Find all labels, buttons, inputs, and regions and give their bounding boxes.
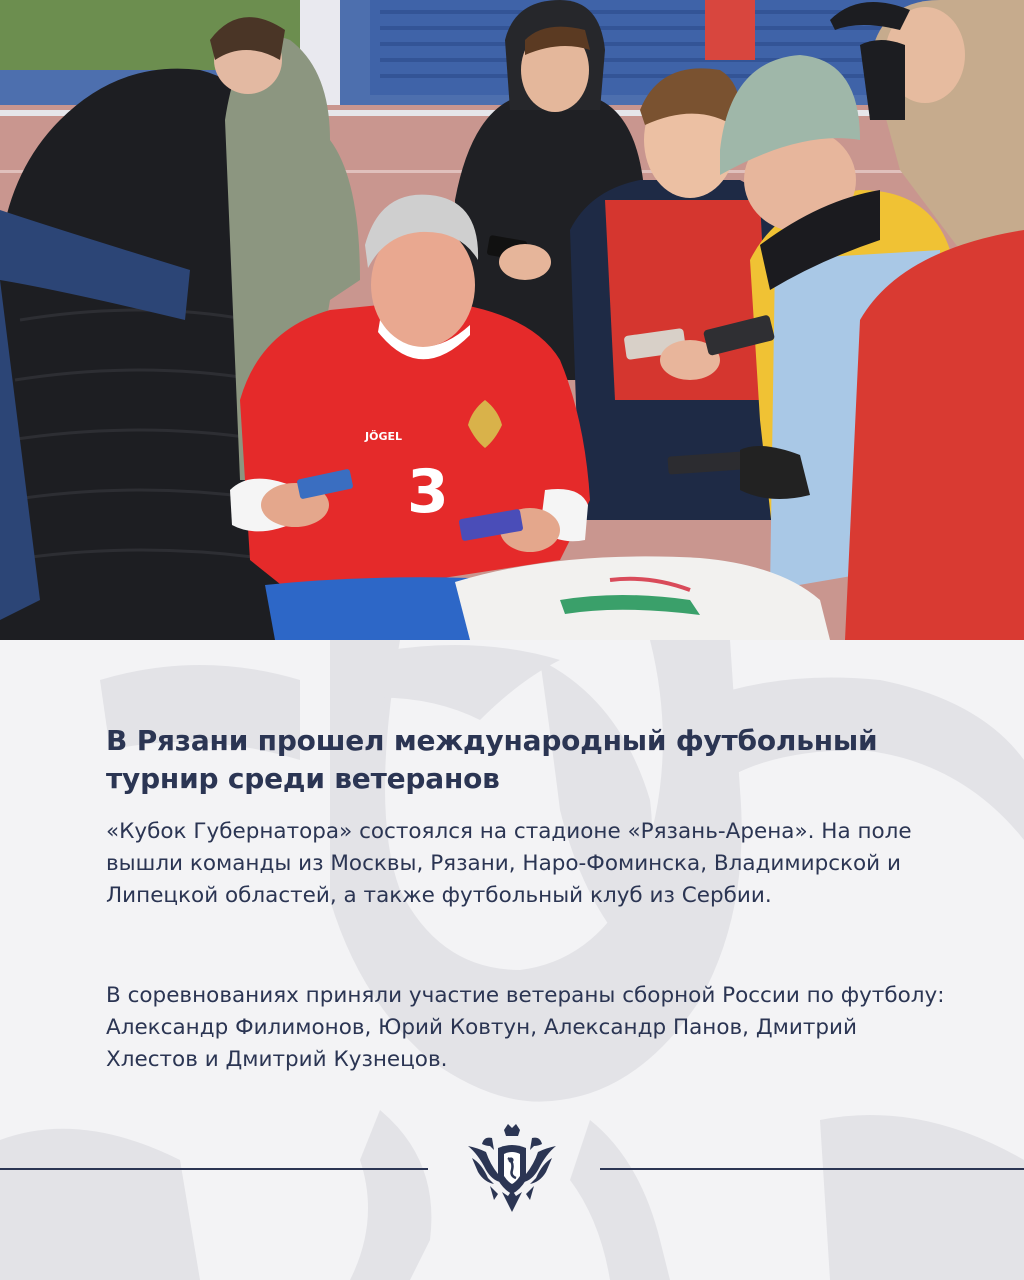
jersey-number: 3 <box>407 457 449 527</box>
headline: В Рязани прошел международный футбольный турнир среди ветеранов <box>106 724 878 795</box>
footer-divider-right <box>600 1168 1024 1170</box>
paragraph-1: «Кубок Губернатора» состоялся на стадионе «Рязань-Арена». На поле вышли команды из Москвы, Рязани, Наро-Фоминска, Владимирской и Липецкой областей, а также футбольный клуб из Сербии. <box>106 819 912 908</box>
footer-divider-left <box>0 1168 428 1170</box>
jersey-brand: JÖGEL <box>365 430 402 443</box>
paragraph-2: В соревнованиях приняли участие ветераны сборной России по футболу: Александр Филимонов, Юрий Ковтун, Александр Панов, Дмитрий Хлестов и Дмитрий Кузнецов. <box>106 983 945 1072</box>
double-headed-eagle-icon <box>464 1124 560 1216</box>
